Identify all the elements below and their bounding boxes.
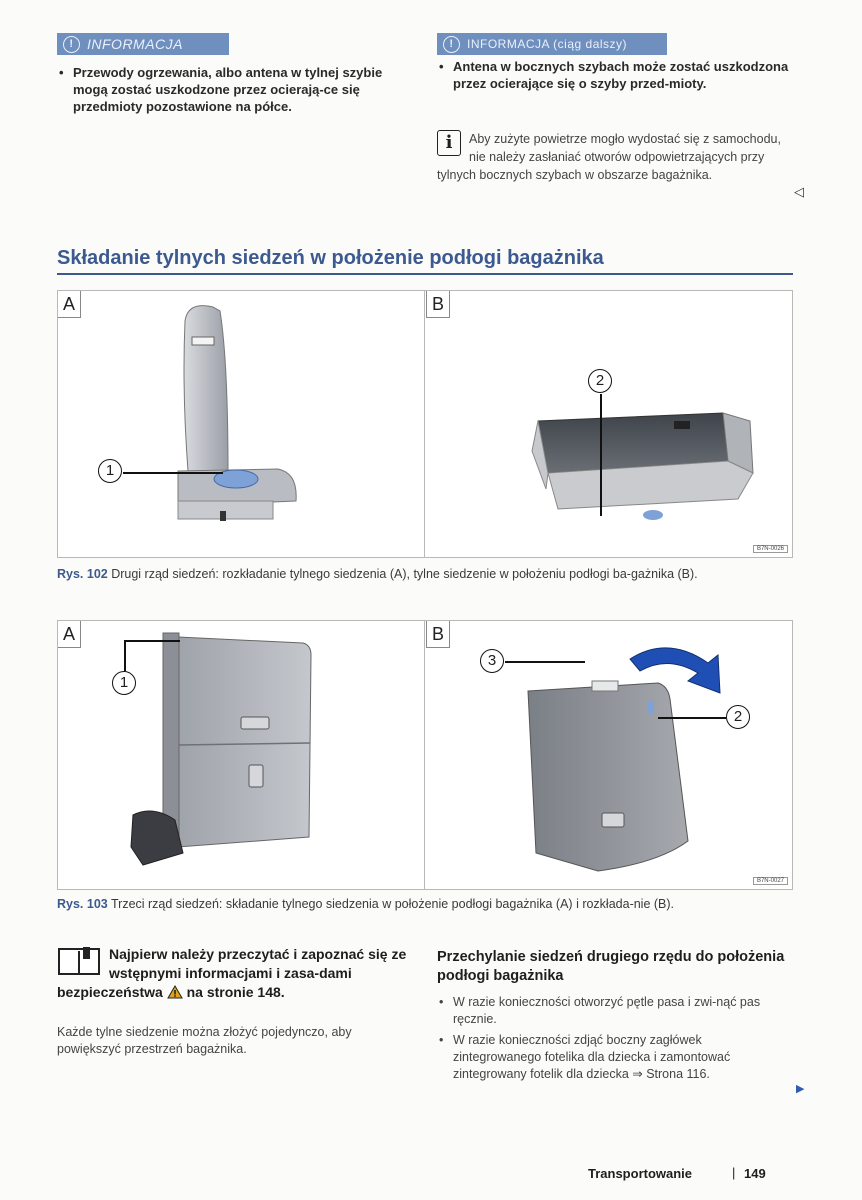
figure-103-panel-b-label: B (426, 621, 450, 648)
info-right-note: i Aby zużyte powietrze mogło wydostać się z samochodu, nie należy zasłaniać otworów odpowietrzających przy tylnych bocznych szybach w obszarze bagażnika. (437, 132, 781, 182)
figure-102-panel-a-label: A (58, 291, 81, 318)
third-row-seat-illustration (123, 625, 333, 885)
info-header-right (437, 33, 667, 55)
callout-1-leader (123, 472, 223, 474)
info-i-icon: i (437, 130, 461, 156)
read-first-notice (57, 945, 407, 1002)
info-left-bullet: • Przewody ogrzewania, albo antena w tylnej szybie mogą zostać uszkodzone przez ocierają-ce się przedmioty pozostawione na półce. (57, 64, 407, 115)
page-number: 149 (744, 1166, 766, 1181)
figure-102-caption-label: Rys. 102 (57, 567, 108, 581)
callout-1b-leader (124, 640, 180, 642)
folded-seat-illustration (528, 391, 788, 531)
section-title-rule (57, 273, 793, 275)
info-header-left-label: INFORMACJA (87, 36, 183, 52)
upright-seat-illustration (158, 301, 418, 541)
read-first-text: Najpierw należy przeczytać i zapoznać się ze wstępnymi informacjami i zasa-dami bezpieczeństwa (57, 946, 407, 1000)
section-end-mark: ◁ (794, 184, 804, 199)
figure-103-caption-label: Rys. 103 (57, 897, 108, 911)
figure-102-caption (57, 566, 787, 583)
intro-text: Każde tylne siedzenie można złożyć pojedynczo, aby powiększyć przestrzeń bagażnika. (57, 1025, 352, 1056)
figure-102 (57, 290, 793, 558)
seat-unfold-illustration (518, 641, 758, 886)
info-header-left (57, 33, 229, 55)
exclamation-circle-icon: ! (63, 36, 80, 53)
tilt-section-heading: Przechylanie siedzeń drugiego rzędu do położenia podłogi bagażnika (437, 949, 785, 984)
tilt-bullet-2: • W razie konieczności zdjąć boczny zagłówek zintegrowanego fotelika dla dziecka i zamontować zintegrowany fotelik dla dziecka ⇒ Strona 116. (437, 1032, 792, 1083)
open-book-icon (57, 947, 101, 977)
callout-2-leader (600, 394, 602, 516)
figure-103-caption-text: Trzeci rząd siedzeń: składanie tylnego siedzenia w położenie podłogi bagażnika (A) i rozkłada-nie (B). (110, 897, 675, 911)
info-header-right-label: INFORMACJA (ciąg dalszy) (467, 37, 628, 51)
figure-102-callout-1: 1 (98, 459, 122, 483)
figure-103-callout-2: 2 (726, 705, 750, 729)
figure-103-callout-1: 1 (112, 671, 136, 695)
figure-102-callout-2: 2 (588, 369, 612, 393)
figure-103-code: B7N-0027 (753, 877, 788, 885)
figure-103-callout-3: 3 (480, 649, 504, 673)
callout-1a-leader (124, 640, 126, 671)
footer-section-name: Transportowanie (588, 1166, 693, 1181)
callout-2b-leader (658, 717, 726, 719)
figure-103 (57, 620, 793, 890)
callout-3-leader (505, 661, 585, 663)
info-right-bullet: • Antena w bocznych szybach może zostać uszkodzona przez ocierające się o szyby przed-mioty. (437, 58, 797, 92)
figure-102-panel-b-label: B (426, 291, 450, 318)
continue-arrow-icon: ▶ (796, 1083, 805, 1095)
tilt-section (437, 948, 792, 1083)
exclamation-circle-icon: ! (443, 36, 460, 53)
footer-separator: | (732, 1165, 736, 1180)
section-title: Składanie tylnych siedzeń w położenie podłogi bagażnika (57, 247, 604, 269)
figure-102-code: B7N-0026 (753, 545, 788, 553)
read-first-page-ref: na stronie 148. (186, 984, 285, 1000)
figure-103-panel-a-label: A (58, 621, 81, 648)
tilt-bullet-1: • W razie konieczności otworzyć pętle pasa i zwi-nąć pas ręcznie. (437, 994, 792, 1028)
warning-triangle-icon (167, 985, 183, 999)
figure-103-caption (57, 896, 787, 913)
figure-102-caption-text: Drugi rząd siedzeń: rozkładanie tylnego siedzenia (A), tylne siedzenie w położeniu podłogi ba-gażnika (B). (111, 567, 698, 581)
